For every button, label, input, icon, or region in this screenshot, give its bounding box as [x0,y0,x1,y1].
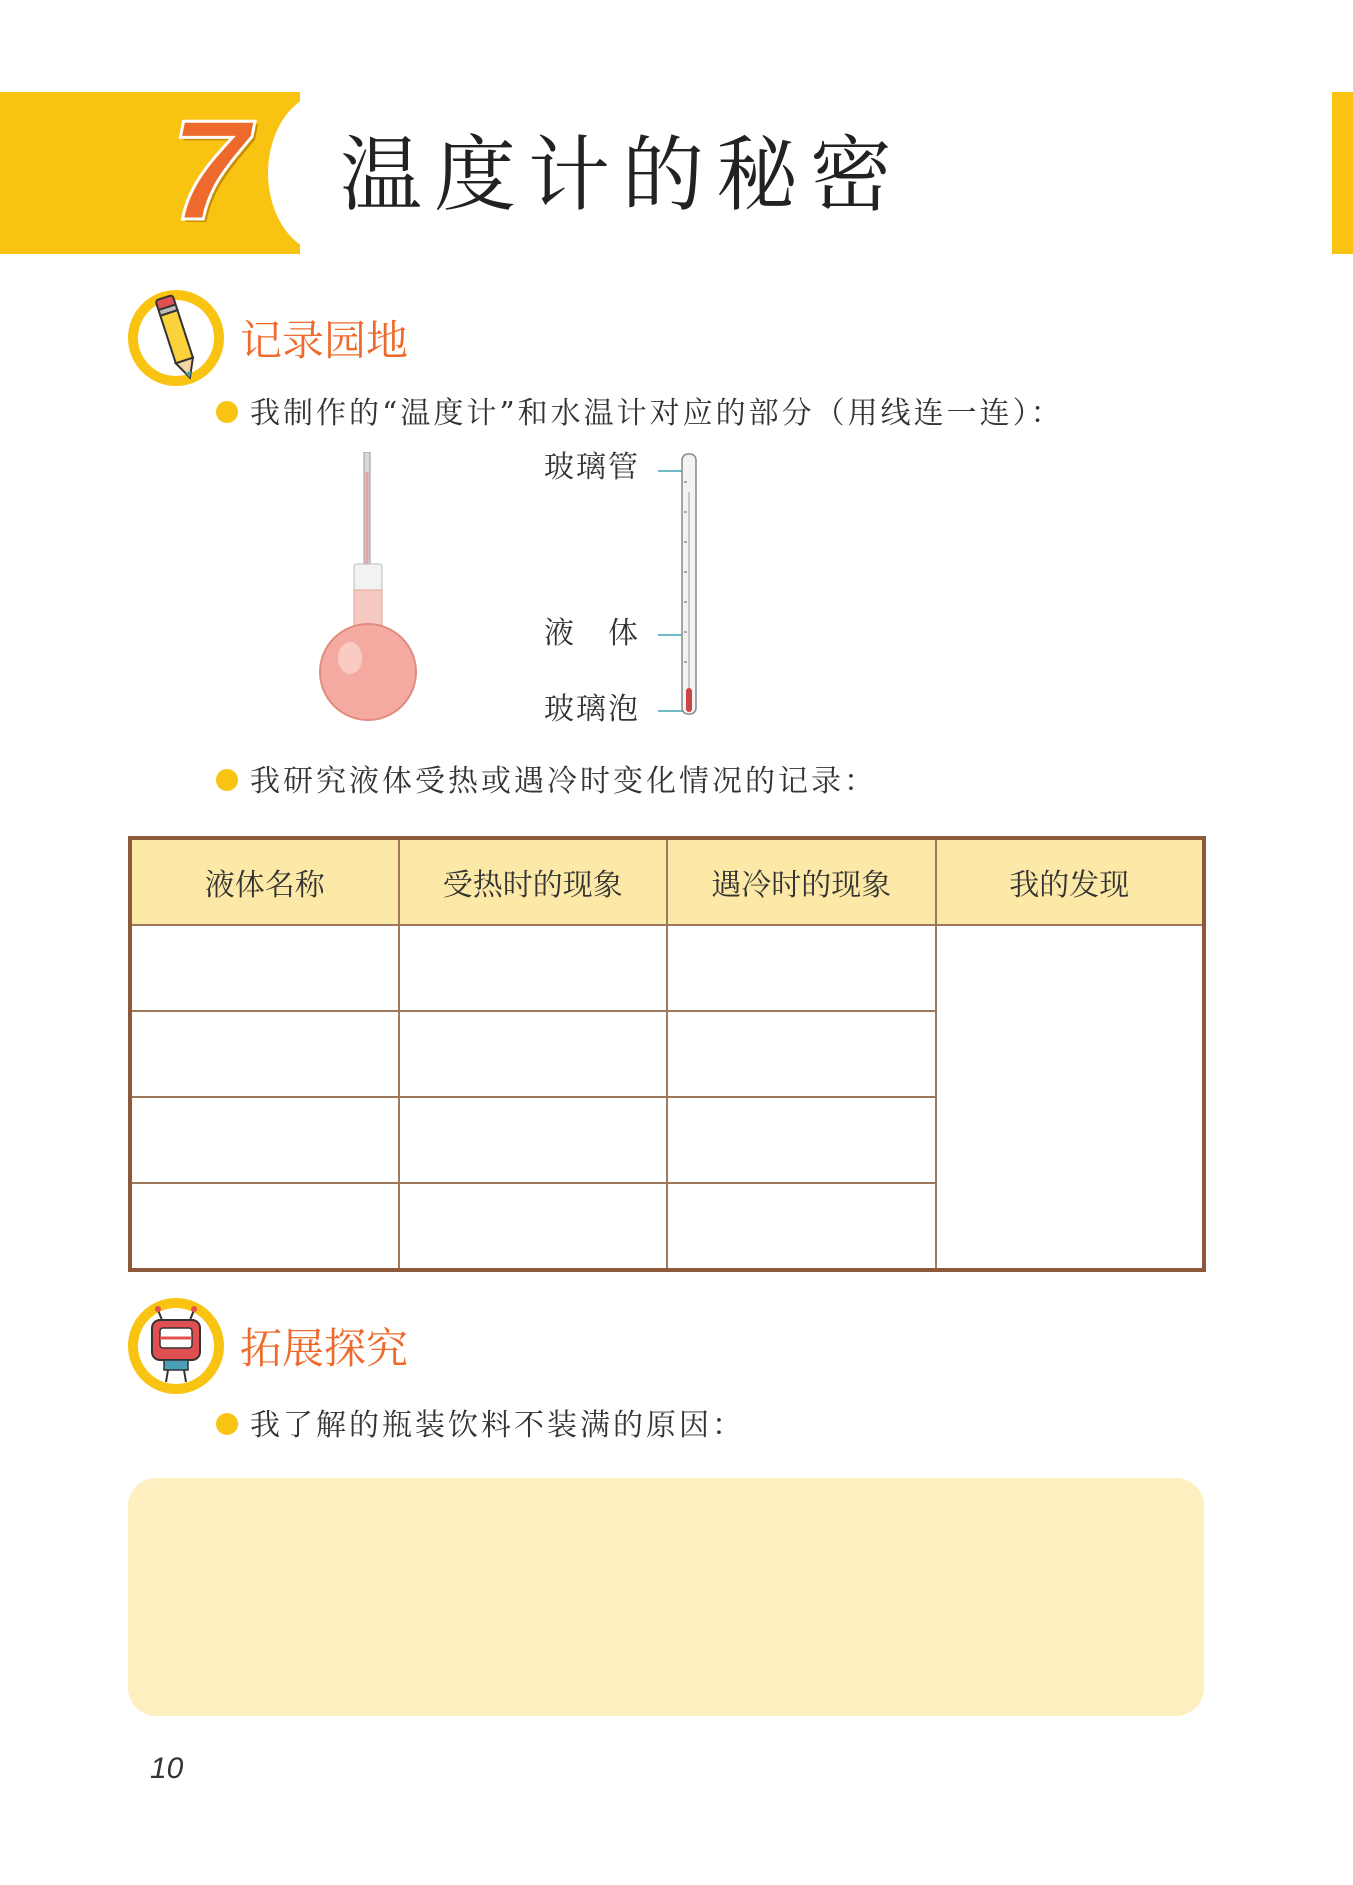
record-table [128,836,1206,1272]
bullet-bottled-drinks: 我了解的瓶装饮料不装满的原因： [216,1406,745,1446]
table-cell[interactable] [130,1097,399,1183]
header-liquid-name: 液体名称 [130,838,399,925]
homemade-thermometer-image [310,452,430,722]
lesson-number: 7 [170,91,250,250]
bullet-dot [216,769,238,791]
banner-edge [1332,92,1353,254]
answer-box[interactable] [128,1478,1204,1716]
bullet-dot [216,401,238,423]
header-findings: 我的发现 [936,838,1205,925]
lesson-title: 温度计的秘密 [340,128,905,223]
table-cell[interactable] [399,925,668,1011]
table-cell[interactable] [130,925,399,1011]
bullet-dot [216,1413,238,1435]
table-cell[interactable] [667,1183,936,1270]
table-cell[interactable] [399,1011,668,1097]
table-cell[interactable] [667,925,936,1011]
pencil-icon [128,290,224,386]
header-heating: 受热时的现象 [399,838,668,925]
header-cooling: 遇冷时的现象 [667,838,936,925]
table-cell[interactable] [667,1011,936,1097]
part-label-glass-tube: 玻璃管 [544,450,640,485]
part-label-glass-bulb: 玻璃泡 [544,692,640,727]
bullet-match-parts: 我制作的“温度计”和水温计对应的部分（用线连一连）： [216,394,1064,434]
table-cell[interactable] [130,1183,399,1270]
table-cell[interactable] [399,1097,668,1183]
extend-section-title: 拓展探究 [240,1324,409,1373]
table-cell[interactable] [130,1011,399,1097]
bullet-record-table: 我研究液体受热或遇冷时变化情况的记录： [216,762,877,802]
water-thermometer-image [674,452,704,722]
table-cell[interactable] [667,1097,936,1183]
page-number: 10 [150,1752,184,1785]
findings-cell[interactable] [936,925,1205,1270]
table-row [130,925,1204,1011]
robot-icon [128,1298,224,1394]
table-cell[interactable] [399,1183,668,1270]
record-section-title: 记录园地 [240,316,409,365]
part-label-liquid: 液 体 [544,616,640,651]
